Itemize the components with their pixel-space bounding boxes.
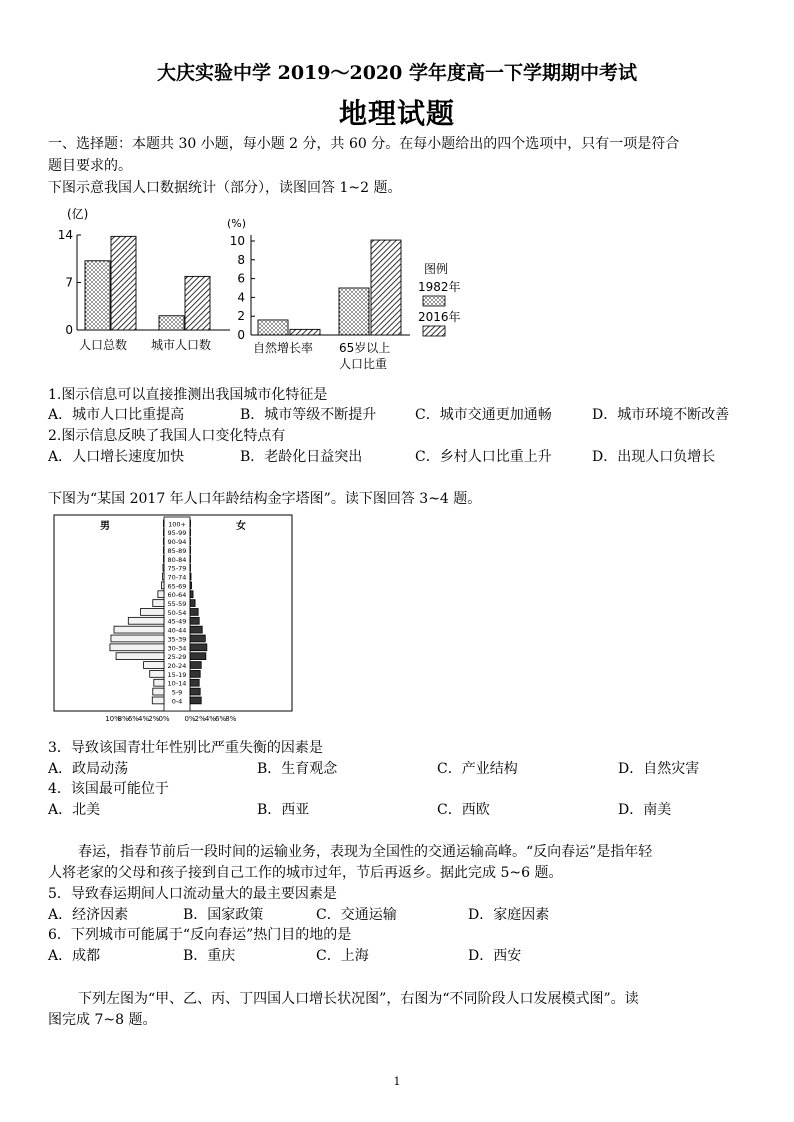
question-4-option-b[interactable]: B．西亚 (257, 802, 310, 818)
question-5-option-b[interactable]: B．国家政策 (183, 907, 264, 923)
pyramid-female-bar (190, 617, 199, 624)
question-1-option-b[interactable]: B．城市等级不断提升 (240, 407, 377, 423)
section-intro-line1: 一、选择题：本题共 30 小题，每小题 2 分，共 60 分。在每小题给出的四个选项中，只有一项是符合 (48, 136, 680, 152)
chart2-bar (371, 240, 401, 335)
pyramid-age-label: 75-79 (167, 564, 187, 573)
question-5-option-c[interactable]: C．交通运输 (316, 907, 397, 923)
pyramid-age-label: 95-99 (167, 529, 187, 538)
legend-swatch-1982 (423, 296, 445, 306)
pyramid-xtick: 8% (225, 715, 237, 723)
pyramid-xtick: 2% (194, 715, 206, 723)
legend-title: 图例 (424, 262, 449, 276)
pyramid-age-label: 80-84 (167, 555, 187, 564)
chart2-ytick: 10 (229, 234, 245, 248)
pyramid-age-label: 90-94 (167, 538, 187, 547)
pyramid-xtick: 6% (215, 715, 227, 723)
chart1-ytick: 14 (57, 228, 73, 242)
pyramid-xtick: 2% (148, 715, 160, 723)
question-3-option-d[interactable]: D．自然灾害 (618, 761, 700, 777)
pyramid-xtick: 0% (158, 715, 170, 723)
chart1-bar (111, 236, 136, 330)
pyramid-male-bar (163, 538, 164, 545)
chart2-bar (339, 288, 369, 335)
pyramid-male-bar (150, 670, 164, 677)
pyramid-female-bar (190, 670, 200, 677)
pyramid-male-bar (163, 520, 164, 527)
chart-population-pyramid (50, 513, 300, 725)
question-6-stem: 6．下列城市可能属于“反向春运”热门目的地的是 (48, 927, 352, 943)
pyramid-age-label: 20-24 (167, 661, 187, 670)
question-2-option-b[interactable]: B．老龄化日益突出 (240, 449, 363, 465)
pyramid-female-bar (190, 591, 193, 598)
pyramid-male-bar (163, 547, 164, 554)
chart1-category: 城市人口数 (151, 338, 212, 352)
pyramid-female-bar (190, 520, 191, 527)
passage-78-line1: 下列左图为“甲、乙、丙、丁四国人口增长状况图”，右图为“不同阶段人口发展模式图”。读 (78, 991, 639, 1007)
pyramid-female-bar (190, 609, 198, 616)
pyramid-male-bar (163, 529, 164, 536)
chart1-ylabel: (亿) (67, 207, 89, 221)
chart2-category-0: 自然增长率 (253, 341, 314, 355)
pyramid-male-bar (154, 679, 164, 686)
pyramid-age-label: 50-54 (167, 608, 187, 617)
chart2-ytick: 4 (237, 290, 245, 305)
question-5-stem: 5．导致春运期间人口流动量大的最主要因素是 (48, 886, 337, 902)
pyramid-male-bar (128, 617, 164, 624)
pyramid-age-label: 10-14 (167, 679, 187, 688)
chart2-ylabel: (%) (227, 217, 247, 230)
pyramid-male-label: 男 (100, 521, 110, 532)
passage-56-line2: 人将老家的父母和孩子接到自己工作的城市过年，节后再返乡。据此完成 5~6 题。 (48, 865, 563, 881)
question-3-option-b[interactable]: B．生育观念 (257, 761, 338, 777)
question-2-stem: 2.图示信息反映了我国人口变化特点有 (48, 428, 286, 444)
pyramid-age-label: 100+ (168, 520, 186, 529)
question-1-option-c[interactable]: C．城市交通更加通畅 (415, 407, 552, 423)
question-6-option-d[interactable]: D．西安 (468, 948, 522, 964)
pyramid-female-label: 女 (236, 521, 246, 532)
question-5-option-a[interactable]: A．经济因素 (48, 907, 129, 923)
chart1-ytick: 7 (65, 275, 73, 290)
pyramid-xtick: 6% (127, 715, 139, 723)
pyramid-age-label: 15-19 (167, 670, 187, 679)
chart2-bar (258, 320, 288, 335)
pyramid-female-bar (190, 547, 191, 554)
pyramid-male-bar (141, 609, 164, 616)
pyramid-male-bar (114, 626, 164, 633)
pyramid-male-bar (152, 697, 164, 704)
question-1-option-d[interactable]: D．城市环境不断改善 (592, 407, 730, 423)
pyramid-male-bar (111, 635, 164, 642)
chart-rate-aging (225, 213, 480, 378)
pyramid-male-bar (144, 662, 164, 669)
question-6-option-a[interactable]: A．成都 (48, 948, 101, 964)
figure1-caption: 下图示意我国人口数据统计（部分），读图回答 1~2 题。 (48, 180, 402, 196)
chart1-ytick: 0 (65, 323, 73, 337)
pyramid-female-bar (190, 662, 201, 669)
pyramid-female-bar (190, 688, 200, 695)
chart1-bar (85, 261, 110, 330)
pyramid-female-bar (190, 573, 191, 580)
pyramid-female-bar (190, 564, 191, 571)
chart2-ytick: 2 (237, 309, 245, 324)
pyramid-age-label: 85-89 (167, 546, 187, 555)
chart1-bar (159, 316, 184, 330)
pyramid-age-label: 25-29 (167, 653, 187, 662)
pyramid-age-label: 0-4 (171, 697, 183, 706)
question-2-option-a[interactable]: A．人口增长速度加快 (48, 449, 185, 465)
question-6-option-b[interactable]: B．重庆 (183, 948, 236, 964)
passage-56-line1: 春运，指春节前后一段时间的运输业务，表现为全国性的交通运输高峰。“反向春运”是指年轻 (78, 844, 653, 860)
pyramid-female-bar (190, 697, 201, 704)
chart-population-total (55, 205, 235, 355)
pyramid-xtick: 4% (204, 715, 216, 723)
pyramid-female-bar (190, 582, 192, 589)
pyramid-female-bar (190, 653, 206, 660)
question-1-stem: 1.图示信息可以直接推测出我国城市化特征是 (48, 387, 328, 403)
pyramid-male-bar (162, 573, 164, 580)
chart2-ytick: 0 (237, 328, 245, 342)
pyramid-xtick: 4% (138, 715, 150, 723)
pyramid-male-bar (153, 688, 164, 695)
question-4-option-d[interactable]: D．南美 (618, 802, 672, 818)
question-2-option-c[interactable]: C．乡村人口比重上升 (415, 449, 552, 465)
pyramid-female-bar (190, 635, 205, 642)
pyramid-female-bar (190, 529, 191, 536)
pyramid-age-label: 70-74 (167, 573, 187, 582)
chart1-category: 人口总数 (79, 338, 128, 352)
chart2-bar (290, 329, 320, 335)
pyramid-age-label: 55-59 (167, 600, 187, 608)
legend-swatch-2016 (423, 326, 445, 336)
question-2-option-d[interactable]: D．出现人口负增长 (592, 449, 716, 465)
pyramid-male-bar (110, 644, 164, 651)
pyramid-male-bar (116, 653, 164, 660)
passage-78-line2: 图完成 7~8 题。 (48, 1012, 157, 1028)
exam-title: 大庆实验中学 2019～2020 学年度高一下学期期中考试 (157, 62, 637, 84)
question-3-option-a[interactable]: A．政局动荡 (48, 761, 129, 777)
legend-label-2016: 2016年 (418, 310, 461, 324)
pyramid-male-bar (163, 555, 164, 562)
chart2-ytick: 8 (237, 252, 245, 267)
pyramid-age-label: 60-64 (167, 591, 187, 600)
question-6-option-c[interactable]: C．上海 (316, 948, 369, 964)
pyramid-male-bar (161, 582, 164, 589)
pyramid-xtick: 10% (105, 715, 121, 723)
pyramid-xtick: 0% (184, 715, 196, 723)
exam-subtitle: 地理试题 (338, 97, 455, 130)
pyramid-female-bar (190, 600, 195, 607)
pyramid-female-bar (190, 555, 191, 562)
question-4-option-c[interactable]: C．西欧 (437, 802, 490, 818)
question-4-option-a[interactable]: A．北美 (48, 802, 101, 818)
pyramid-age-label: 5-9 (171, 688, 183, 697)
chart2-category-1: 65岁以上 (339, 341, 391, 355)
question-5-option-d[interactable]: D．家庭因素 (468, 907, 550, 923)
question-4-stem: 4．该国最可能位于 (48, 781, 169, 797)
chart2-category-2: 人口比重 (339, 357, 388, 371)
pyramid-age-label: 40-44 (167, 626, 187, 635)
pyramid-male-bar (158, 591, 164, 598)
figure2-caption: 下图为“某国 2017 年人口年龄结构金字塔图”。读下图回答 3~4 题。 (48, 491, 482, 507)
pyramid-xtick: 8% (117, 715, 129, 723)
pyramid-age-label: 35-39 (167, 635, 187, 644)
pyramid-female-bar (190, 644, 207, 651)
page-number: 1 (393, 1075, 401, 1088)
pyramid-male-bar (153, 600, 164, 607)
pyramid-female-bar (190, 538, 191, 545)
question-3-stem: 3．导致该国青壮年性别比严重失衡的因素是 (48, 740, 323, 756)
legend-label-1982: 1982年 (418, 280, 461, 294)
question-3-option-c[interactable]: C．产业结构 (437, 761, 518, 777)
question-1-option-a[interactable]: A．城市人口比重提高 (48, 407, 185, 423)
pyramid-age-label: 65-69 (167, 582, 187, 591)
pyramid-age-label: 45-49 (167, 617, 187, 626)
pyramid-female-bar (190, 626, 202, 633)
chart2-ytick: 6 (237, 271, 245, 286)
pyramid-age-label: 30-34 (167, 644, 187, 653)
pyramid-male-bar (163, 564, 164, 571)
section-intro-line2: 题目要求的。 (48, 158, 132, 174)
chart1-bar (185, 276, 210, 330)
pyramid-female-bar (190, 679, 199, 686)
